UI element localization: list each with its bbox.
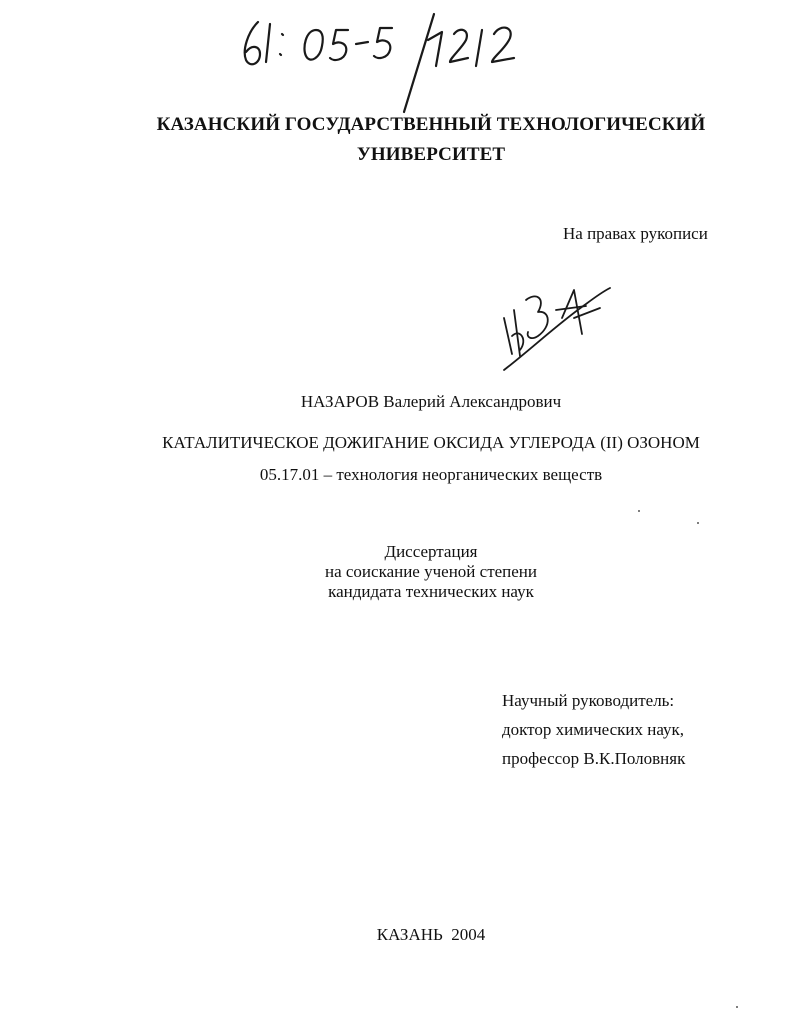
thesis-title: КАТАЛИТИЧЕСКОЕ ДОЖИГАНИЕ ОКСИДА УГЛЕРОДА (II) ОЗОНОМ: [162, 433, 700, 452]
institution-name: [0, 110, 799, 170]
scan-speck: [638, 510, 640, 512]
manuscript-rights-note: На правах рукописи: [563, 224, 708, 243]
supervisor-block: [502, 686, 685, 773]
degree-line-1: Диссертация: [384, 542, 478, 561]
supervisor-degree: доктор химических наук,: [502, 720, 685, 739]
specialty-code: 05.17.01 – технология неорганических веществ: [259, 465, 603, 484]
city-and-year: КАЗАНЬ 2004: [376, 925, 486, 944]
author-name: НАЗАРОВ Валерий Александрович: [300, 392, 562, 411]
supervisor-name: профессор В.К.Половняк: [502, 749, 686, 768]
degree-line-3: кандидата технических наук: [328, 582, 534, 601]
institution-line-1: КАЗАНСКИЙ ГОСУДАРСТВЕННЫЙ ТЕХНОЛОГИЧЕСКИЙ: [156, 114, 706, 135]
scan-speck: [736, 1006, 738, 1008]
institution-line-2: УНИВЕРСИТЕТ: [356, 144, 506, 165]
handwritten-catalog-number: [236, 0, 546, 120]
handwritten-signature: [490, 270, 620, 380]
degree-line-2: на соискание ученой степени: [324, 562, 538, 581]
degree-statement: [0, 542, 799, 602]
scan-speck: [697, 522, 699, 524]
supervisor-label: Научный руководитель:: [502, 691, 675, 710]
